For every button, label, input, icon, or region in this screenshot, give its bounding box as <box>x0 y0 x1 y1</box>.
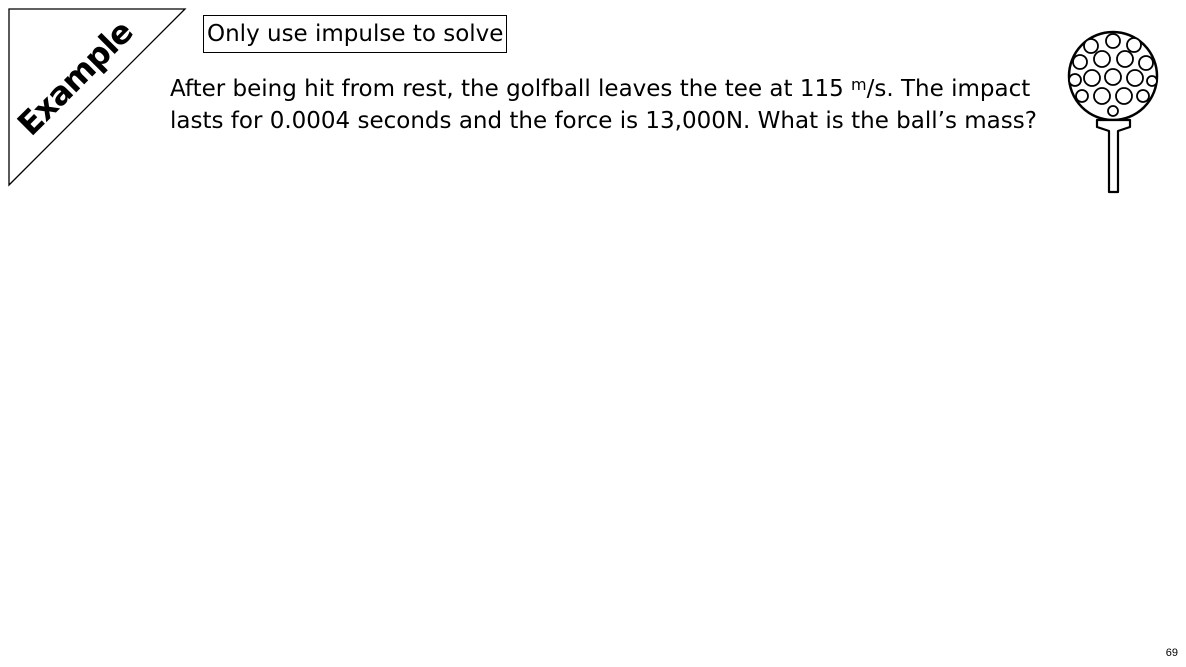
question-line-1 <box>170 69 1050 105</box>
question-line-2: lasts for 0.0004 seconds and the force is 13,000N. What is the ball’s mass? <box>170 108 1037 134</box>
banner-label: Example <box>9 12 141 144</box>
velocity-unit-slash: / <box>866 76 875 102</box>
instruction-box: Only use impulse to solve <box>203 15 507 53</box>
question-line-1-start: After being hit from rest, the golfball leaves the tee at 115 <box>170 76 852 102</box>
velocity-unit-denominator: s <box>874 76 887 102</box>
question-text <box>170 69 1050 137</box>
page-number: 69 <box>1165 647 1178 659</box>
golf-ball-on-tee-icon <box>1062 27 1166 199</box>
velocity-unit-numerator: m <box>851 75 867 94</box>
question-line-1-end: . The impact <box>886 76 1031 102</box>
